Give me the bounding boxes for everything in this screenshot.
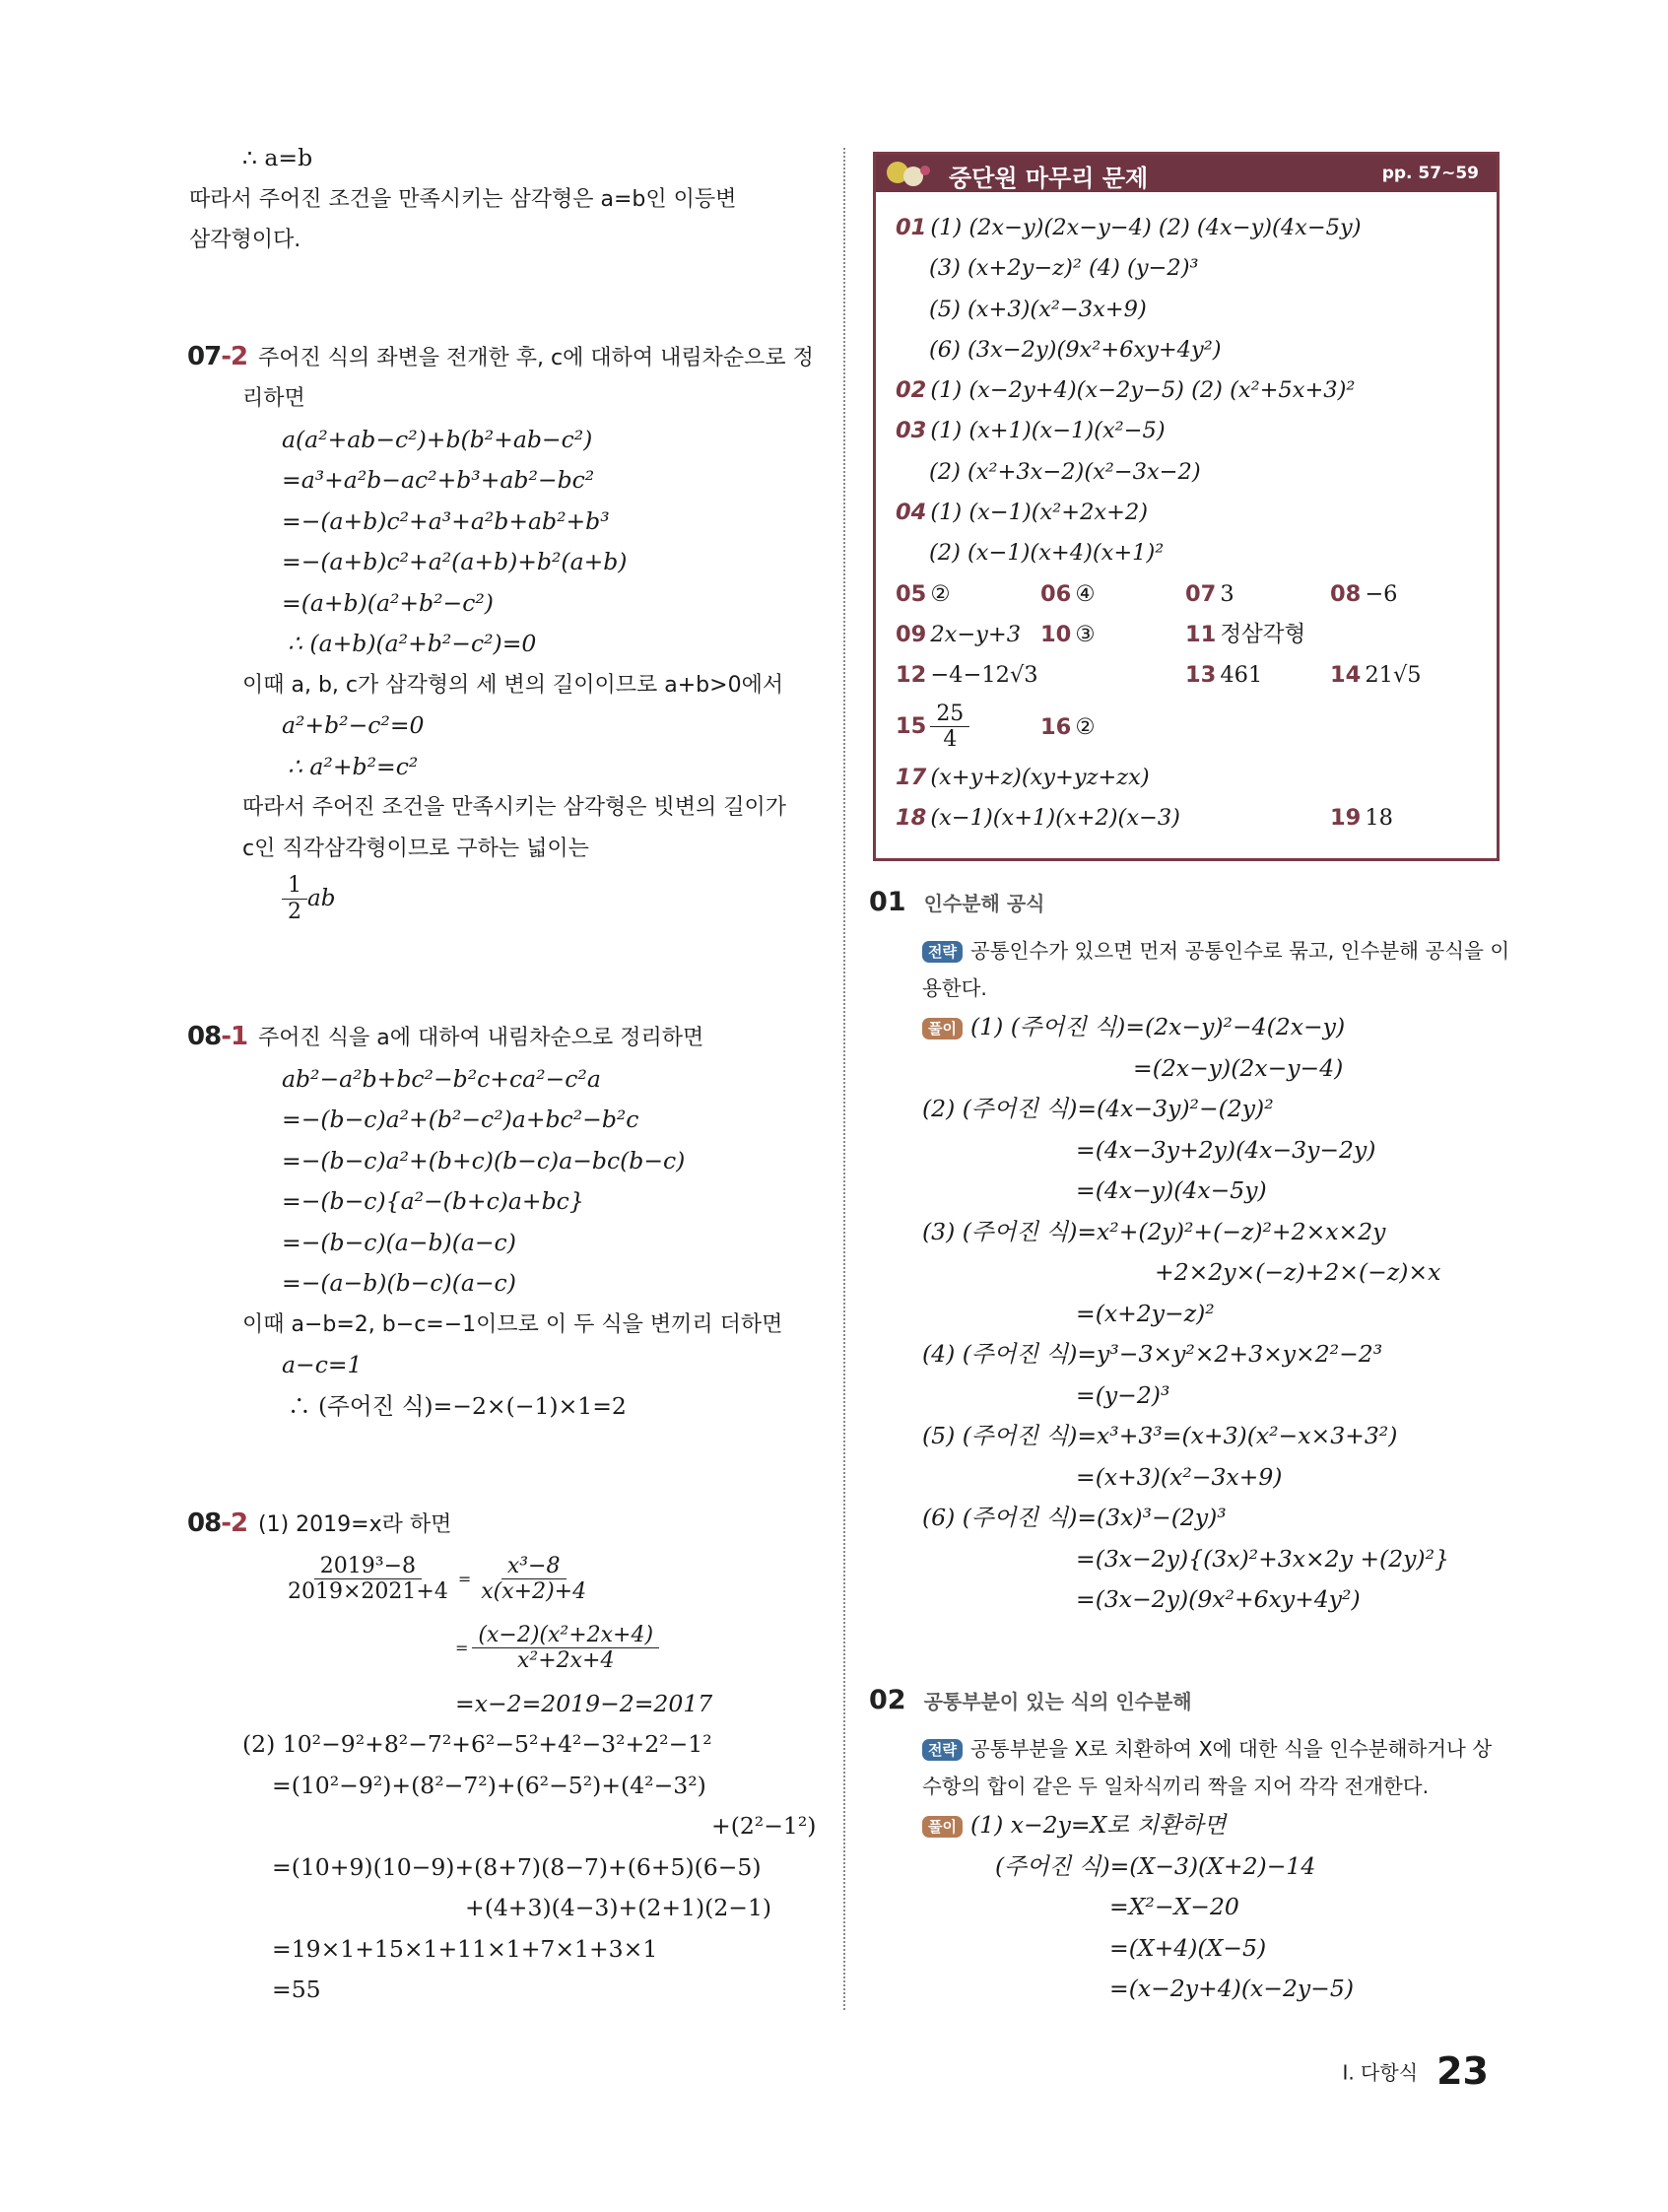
section-header: 02 공통부분이 있는 식의 인수분해 (869, 1685, 1192, 1715)
solution-step: (2) (주어진 식)=(4x−3y)²−(2y)² (922, 1095, 1274, 1122)
step: =−(b−c)a²+(b²−c²)a+bc²−b²c (282, 1106, 639, 1133)
text-line: 삼각형이다. (189, 228, 301, 252)
strategy: 전략 공통부분을 X로 치환하여 X에 대한 식을 인수분해하거나 상 (869, 1730, 1500, 1768)
answer: (1) (x−2y+4)(x−2y−5) (2) (x²+5x+3)² (930, 377, 1356, 404)
box-pages: pp. 57~59 (1381, 164, 1479, 183)
answer-row: 15 $\frac{25}{4}$ 16 ② (896, 701, 1096, 753)
step: (2) 10²−9²+8²−7²+6²−5²+4²−3²+2²−1² (242, 1730, 712, 1758)
conclusion-line: ∴ a=b (242, 144, 313, 171)
text-line: 따라서 주어진 조건을 만족시키는 삼각형은 a=b인 이등변 (189, 186, 737, 212)
step: =−(b−c){a²−(b+c)a+bc} (282, 1187, 584, 1215)
answer-row: 12 −4−12√3 13 461 14 21√5 (896, 662, 1422, 689)
solution-step: =X²−X−20 (1109, 1893, 1239, 1920)
step: ∴ a²+b²=c² (288, 752, 419, 780)
answer: (2) (x−1)(x+4)(x+1)² (929, 540, 1165, 567)
text-line: 따라서 주어진 조건을 만족시키는 삼각형은 빗변의 길이가 (242, 795, 787, 820)
problem-07-2 (189, 337, 820, 929)
solution-step: =(x−2y+4)(x−2y−5) (1109, 1975, 1354, 2002)
problem-intro: (1) 2019=x라 하면 (258, 1512, 452, 1537)
solution-step: =(2x−y)(2x−y−4) (1133, 1053, 1344, 1082)
column-divider (843, 148, 845, 2010)
problem-08-1 (189, 1017, 820, 1427)
solution-step: =(3x−2y){(3x)²+3x×2y +(2y)²} (1076, 1544, 1449, 1573)
solution-step: =(X+4)(X−5) (1109, 1933, 1267, 1962)
step: +(4+3)(4−3)+(2+1)(2−1) (465, 1894, 772, 1921)
step: =(10+9)(10−9)+(8+7)(8−7)+(6+5)(6−5) (272, 1852, 762, 1881)
problem-intro: 리하면 (242, 386, 305, 411)
solution-01 (869, 887, 1510, 1621)
solution-step: (5) (주어진 식)=x³+3³=(x+3)(x²−x×3+3²) (922, 1422, 1398, 1449)
step: =−(a−b)(b−c)(a−c) (282, 1269, 516, 1297)
step: =−(b−c)(a−b)(a−c) (282, 1228, 516, 1256)
solution-step: =(x+2y−z)² (1076, 1299, 1215, 1327)
answer: (1) (x−1)(x²+2x+2) (930, 500, 1149, 526)
solution-step: =(x+3)(x²−3x+9) (1076, 1462, 1283, 1491)
box-header (876, 155, 1497, 192)
fraction-row: $\frac{\text{2019³−8}}{2019\times 2021+4}$ = $\frac{\text{x³−8}}{x(x+2)+4}$ (288, 1553, 587, 1604)
answer: (2) (x²+3x−2)(x²−3x−2) (929, 458, 1201, 485)
problem-08-2 (189, 1504, 820, 2011)
step: =(10²−9²)+(8²−7²)+(6²−5²)+(4²−3²) (272, 1771, 706, 1799)
strategy: 용한다. (922, 976, 987, 1000)
solution-step: (주어진 식)=(X−3)(X+2)−14 (995, 1851, 1316, 1880)
left-column (189, 138, 820, 2011)
answer: (x+y+z)(xy+yz+zx) (930, 764, 1150, 790)
answer-row: 09 2x−y+3 10 ③ 11 정삼각형 (896, 621, 1306, 647)
solution-step: (4) (주어진 식)=y³−3×y²×2+3×y×2²−2³ (922, 1340, 1383, 1368)
step: =−(a+b)c²+a³+a²b+ab²+b³ (282, 506, 610, 535)
answer: (1) (2x−y)(2x−y−4) (2) (4x−y)(4x−5y) (930, 215, 1362, 240)
problem-number: 08-1 (187, 1022, 248, 1051)
solution-step: 풀이 (1) x−2y=X로 치환하면 (869, 1805, 1500, 1846)
step: =x−2=2019−2=2017 (455, 1689, 713, 1717)
step: =(a+b)(a²+b²−c²) (282, 588, 494, 617)
solution-02 (869, 1685, 1500, 2010)
answer-row: 18 (x−1)(x+1)(x+2)(x−3) 19 18 (896, 804, 1393, 831)
strategy: 수항의 합이 같은 두 일차식끼리 짝을 지어 각각 전개한다. (922, 1775, 1430, 1798)
answer: (1) (x+1)(x−1)(x²−5) (930, 418, 1166, 444)
box-title: 중단원 마무리 문제 (949, 165, 1149, 192)
strategy-tag: 전략 (922, 1739, 963, 1761)
chapter-review-box (873, 152, 1500, 861)
solution-tag: 풀이 (922, 1018, 963, 1039)
answer-row: 05 ② 06 ④ 07 3 08 −6 (896, 580, 1398, 607)
step: ab²−a²b+bc²−b²c+ca²−c²a (282, 1064, 601, 1093)
step: ∴ (주어진 식)=−2×(−1)×1=2 (288, 1391, 627, 1420)
step: +(2²−1²) (711, 1812, 817, 1840)
solution-step: (3) (주어진 식)=x²+(2y)²+(−z)²+2×x×2y (922, 1217, 1386, 1245)
solution-tag: 풀이 (922, 1816, 963, 1838)
answer: (3) (x+2y−z)² (4) (y−2)³ (929, 255, 1199, 282)
page-number: 23 (1436, 2049, 1489, 2093)
decoration-icon (884, 159, 933, 188)
problem-number: 08-2 (187, 1508, 248, 1538)
area-answer: $\frac{1}{2}$ ab (189, 869, 820, 928)
text-line: c인 직각삼각형이므로 구하는 넓이는 (242, 836, 589, 861)
chapter-label: Ⅰ. 다항식 (1342, 2060, 1419, 2085)
step-list (189, 1059, 820, 1305)
solution-step: +2×2y×(−z)+2×(−z)×x (1155, 1258, 1441, 1286)
step-list (189, 420, 820, 665)
answer-list: 01 (1) (2x−y)(2x−y−4) (2) (4x−y)(4x−5y) (3) (x+2y−z)² (4) (y−2)³ (5) (x+3)(x²−3x+9) (6) (3x−2y)(9x²+6xy+4y²) 02 (1) (x−2y+4)(x−2y−5) (2) (x²+5x+3)² 03 (1) (x+1)(x−1)(x²−5) (2) (x²+3x−2)(x²−3x−2) 04 (1) (x−1)(x²+2x+2) (2) (x−1)(x+4)(x+1)² 05 ② 06 ④ 07 3 08 −6 09 2x−y+3 10 ③ 11 정삼각형 12 −4−12√3 13 461 14 21√5 15 $\frac{25}{4}$ 16 ② 17 (x+y+z)(xy+yz+zx) 18 (x−1)(x+1)(x+2)(x−3) 19 18 (896, 208, 1483, 838)
text-line: 이때 a−b=2, b−c=−1이므로 이 두 식을 변끼리 더하면 (242, 1311, 783, 1337)
answer: (6) (3x−2y)(9x²+6xy+4y²) (929, 336, 1222, 363)
step: a(a²+ab−c²)+b(b²+ab−c²) (282, 425, 593, 453)
step: =−(b−c)a²+(b+c)(b−c)a−bc(b−c) (282, 1146, 686, 1174)
problem-number: 07-2 (187, 341, 248, 371)
step: a²+b²−c²=0 (282, 711, 425, 739)
step: =a³+a²b−ac²+b³+ab²−bc² (282, 466, 595, 494)
step: =19×1+15×1+11×1+7×1+3×1 (272, 1934, 658, 1963)
strategy: 전략 공통인수가 있으면 먼저 공통인수로 묶고, 인수분해 공식을 이 (869, 932, 1500, 970)
solution-step: (6) (주어진 식)=(3x)³−(2y)³ (922, 1504, 1227, 1531)
step: =−(a+b)c²+a²(a+b)+b²(a+b) (282, 548, 628, 575)
solution-step: 풀이 (1) (주어진 식)=(2x−y)²−4(2x−y) (869, 1007, 1500, 1048)
step: a−c=1 (282, 1351, 363, 1378)
page-footer (1342, 2049, 1489, 2093)
solution-step: =(4x−y)(4x−5y) (1076, 1176, 1267, 1204)
section-header: 01 인수분해 공식 (869, 887, 1045, 917)
problem-intro: 주어진 식의 좌변을 전개한 후, c에 대하여 내림차순으로 정 (258, 345, 814, 370)
step: =55 (272, 1976, 321, 2003)
text-line: 이때 a, b, c가 삼각형의 세 변의 길이이므로 a+b>0에서 (242, 672, 784, 698)
solution-step: =(3x−2y)(9x²+6xy+4y²) (1076, 1585, 1361, 1613)
solution-step: =(y−2)³ (1076, 1380, 1170, 1409)
problem-intro: 주어진 식을 a에 대하여 내림차순으로 정리하면 (258, 1026, 704, 1050)
answer: (5) (x+3)(x²−3x+9) (929, 296, 1147, 322)
strategy-tag: 전략 (922, 941, 963, 963)
step: ∴ (a+b)(a²+b²−c²)=0 (288, 630, 537, 657)
solution-step: =(4x−3y+2y)(4x−3y−2y) (1076, 1135, 1376, 1164)
fraction-row: = $\frac{\text{(x−2)(x²+2x+4)}}{\text{x²+2x+4}}$ (189, 1613, 820, 1684)
